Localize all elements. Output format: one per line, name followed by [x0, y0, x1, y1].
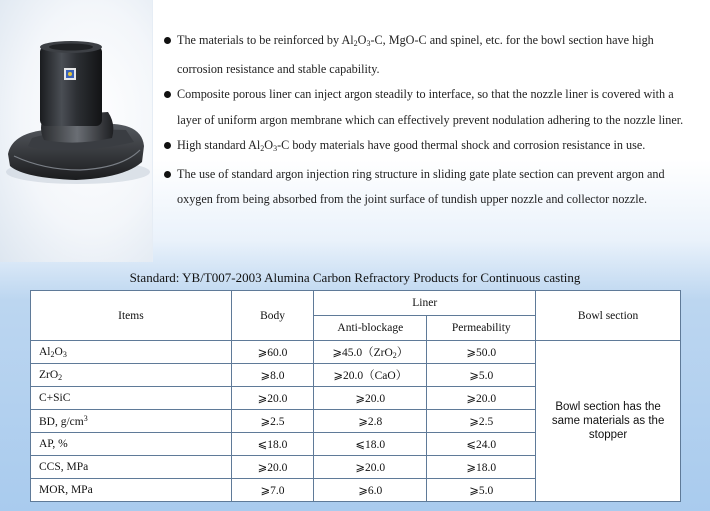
nozzle-product-image — [4, 38, 150, 188]
row-permeability-value: ⩽24.0 — [427, 433, 536, 456]
row-body-value: ⩾2.5 — [231, 410, 313, 433]
row-body-value: ⩾60.0 — [231, 341, 313, 364]
row-permeability-value: ⩾2.5 — [427, 410, 536, 433]
row-item: MOR, MPa — [31, 479, 232, 502]
bullet-dot-icon — [164, 171, 171, 178]
row-body-value: ⩾20.0 — [231, 387, 313, 410]
feature-item: The materials to be reinforced by $Al_2O_3-C$, MgO-C and spinel, etc. for the bowl section have high corrosion resistance and stable capability. — [164, 28, 700, 82]
spec-table — [30, 290, 681, 502]
table-row — [31, 341, 681, 364]
bullet-dot-icon — [164, 37, 171, 44]
row-permeability-value: ⩾20.0 — [427, 387, 536, 410]
row-permeability-value: ⩾5.0 — [427, 479, 536, 502]
row-item: $Al_2O_3$ — [31, 341, 232, 364]
header-permeability: Permeability — [427, 316, 536, 341]
feature-list — [164, 28, 700, 213]
header-items: Items — [31, 291, 232, 341]
bowl-section-note: Bowl section has the same materials as the stopper — [536, 341, 681, 502]
header-anti-blockage: Anti-blockage — [314, 316, 427, 341]
row-body-value: ⩽18.0 — [231, 433, 313, 456]
row-item: AP, % — [31, 433, 232, 456]
row-item: C+SiC — [31, 387, 232, 410]
row-anti-blockage-value: ⩾6.0 — [314, 479, 427, 502]
feature-item: The use of standard argon injection ring structure in sliding gate plate section can prevent argon and oxygen from being absorbed from the joint surface of tundish upper nozzle and collector nozzle. — [164, 162, 700, 213]
row-item: BD, $g/cm^3$ — [31, 410, 232, 433]
row-permeability-value: ⩾50.0 — [427, 341, 536, 364]
row-body-value: ⩾7.0 — [231, 479, 313, 502]
row-body-value: ⩾8.0 — [231, 364, 313, 387]
feature-item: Composite porous liner can inject argon steadily to interface, so that the nozzle liner is covered with a layer of uniform argon membrane which can effectively prevent nodulation adhering to the nozzle liner. — [164, 82, 700, 133]
bullet-dot-icon — [164, 91, 171, 98]
row-anti-blockage-value: ⩾2.8 — [314, 410, 427, 433]
row-permeability-value: ⩾18.0 — [427, 456, 536, 479]
row-anti-blockage-value: ⩾45.0（ZrO$_2$） — [314, 341, 427, 364]
row-permeability-value: ⩾5.0 — [427, 364, 536, 387]
row-body-value: ⩾20.0 — [231, 456, 313, 479]
product-photo-panel — [0, 0, 153, 262]
row-item: ZrO$_2$ — [31, 364, 232, 387]
row-anti-blockage-value: ⩾20.0 — [314, 456, 427, 479]
header-body: Body — [231, 291, 313, 341]
row-anti-blockage-value: ⩽18.0 — [314, 433, 427, 456]
table-caption: Standard: YB/T007-2003 Alumina Carbon Refractory Products for Continuous casting — [129, 270, 581, 285]
row-anti-blockage-value: ⩾20.0 — [314, 387, 427, 410]
feature-item: High standard $Al_2O_3-C$ body materials have good thermal shock and corrosion resistance in use. — [164, 133, 700, 162]
header-bowl-section: Bowl section — [536, 291, 681, 341]
row-anti-blockage-value: ⩾20.0（CaO） — [314, 364, 427, 387]
header-liner: Liner — [314, 291, 536, 316]
bullet-dot-icon — [164, 142, 171, 149]
row-item: CCS, MPa — [31, 456, 232, 479]
